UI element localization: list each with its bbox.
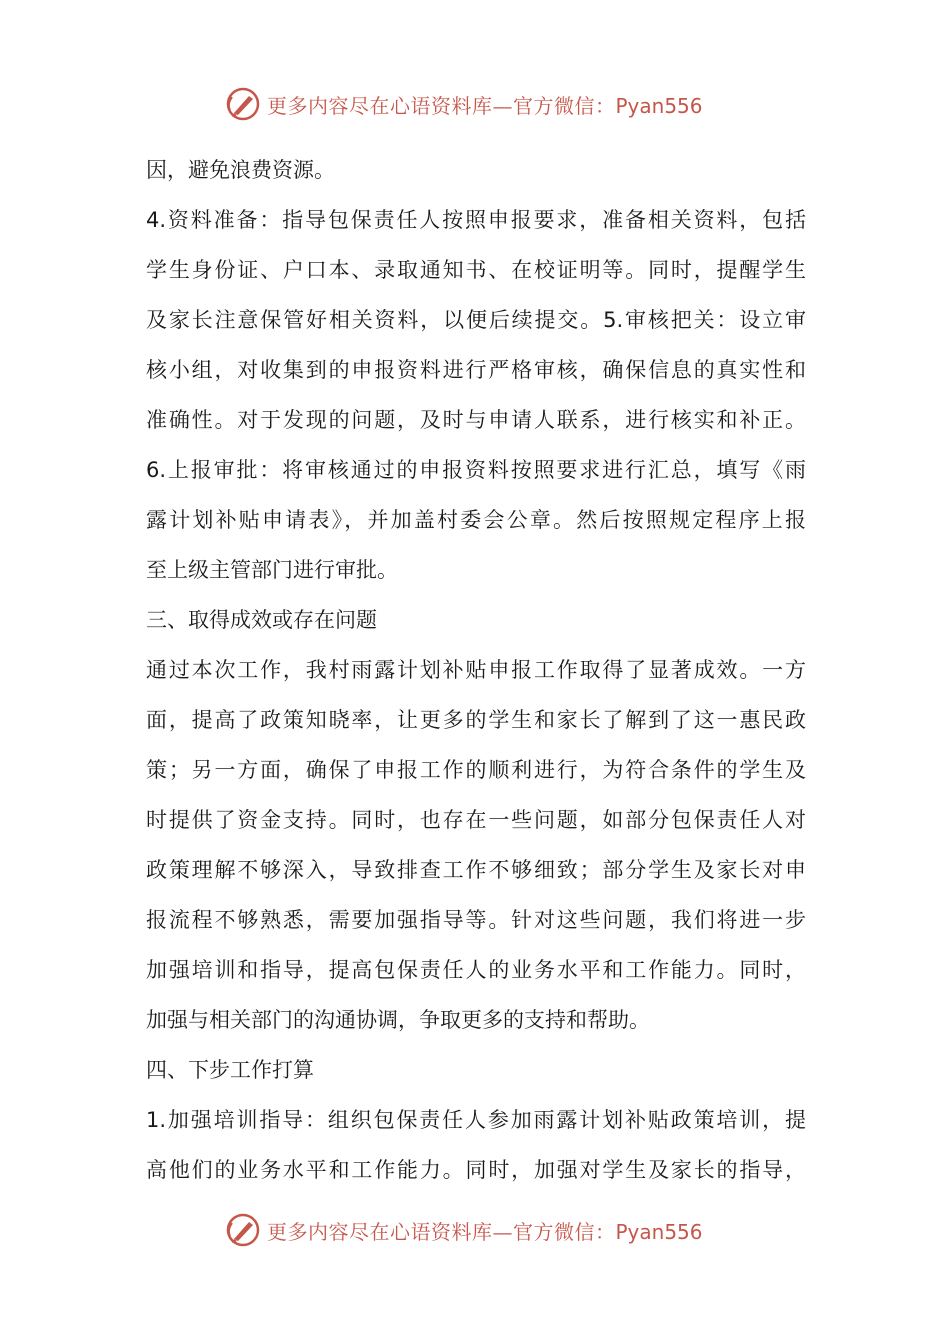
- footer-banner-text: 更多内容尽在心语资料库—官方微信：Pyan556: [267, 1219, 703, 1244]
- text-line: 加强培训和指导，提高包保责任人的业务水平和工作能力。同时，: [146, 958, 806, 982]
- text-line: 高他们的业务水平和工作能力。同时，加强对学生及家长的指导，: [146, 1158, 806, 1182]
- document-body: [146, 145, 806, 1195]
- text-line: 6.上报审批：将审核通过的申报资料按照要求进行汇总，填写《雨: [146, 458, 806, 482]
- header-banner: [225, 84, 703, 124]
- header-banner-text: 更多内容尽在心语资料库—官方微信：Pyan556: [267, 93, 703, 118]
- text-line: 三、取得成效或存在问题: [146, 608, 377, 632]
- text-line: 学生身份证、户口本、录取通知书、在校证明等。同时，提醒学生: [146, 258, 806, 282]
- text-line: 加强与相关部门的沟通协调，争取更多的支持和帮助。: [146, 1008, 650, 1032]
- text-line: 策；另一方面，确保了申报工作的顺利进行，为符合条件的学生及: [146, 758, 806, 782]
- header-wechat-id: Pyan556: [615, 93, 703, 118]
- text-line: 政策理解不够深入，导致排查工作不够细致；部分学生及家长对申: [146, 858, 806, 882]
- text-line: 报流程不够熟悉，需要加强指导等。针对这些问题，我们将进一步: [146, 908, 806, 932]
- text-line: 四、下步工作打算: [146, 1058, 314, 1082]
- text-line: 4.资料准备：指导包保责任人按照申报要求，准备相关资料，包括: [146, 208, 806, 232]
- text-line: 露计划补贴申请表》，并加盖村委会公章。然后按照规定程序上报: [146, 508, 806, 532]
- pen-logo-icon: [225, 1212, 261, 1248]
- text-line: 核小组，对收集到的申报资料进行严格审核，确保信息的真实性和: [146, 358, 806, 382]
- text-line: 时提供了资金支持。同时，也存在一些问题，如部分包保责任人对: [146, 808, 806, 832]
- text-line: 因，避免浪费资源。: [146, 158, 335, 182]
- text-line: 面，提高了政策知晓率，让更多的学生和家长了解到了这一惠民政: [146, 708, 806, 732]
- text-line: 通过本次工作，我村雨露计划补贴申报工作取得了显著成效。一方: [146, 658, 806, 682]
- footer-banner: [225, 1210, 703, 1250]
- text-line: 及家长注意保管好相关资料，以便后续提交。5.审核把关：设立审: [146, 308, 806, 332]
- text-line: 至上级主管部门进行审批。: [146, 558, 398, 582]
- pen-logo-icon: [225, 86, 261, 122]
- text-line: 1.加强培训指导：组织包保责任人参加雨露计划补贴政策培训，提: [146, 1108, 806, 1132]
- text-line: 准确性。对于发现的问题，及时与申请人联系，进行核实和补正。: [146, 408, 806, 432]
- footer-wechat-id: Pyan556: [615, 1219, 703, 1244]
